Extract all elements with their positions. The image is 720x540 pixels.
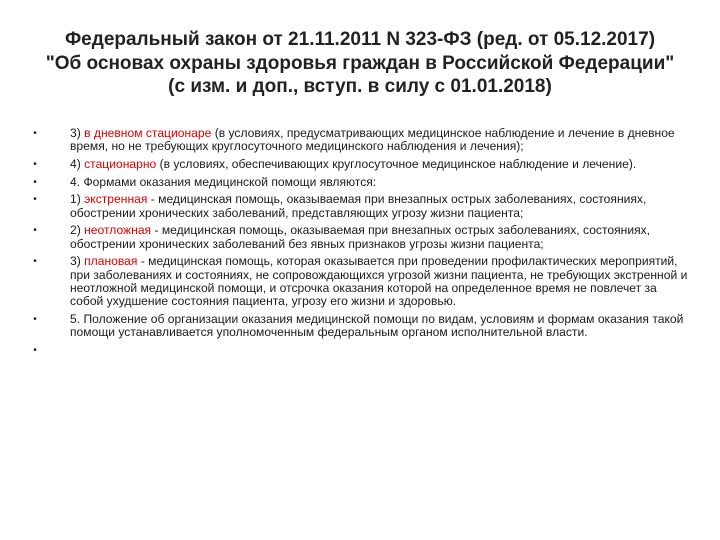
title-line-3: (с изм. и доп., вступ. в силу с 01.01.2018) xyxy=(168,76,552,97)
item-text: 4. Формами оказания медицинской помощи являются: xyxy=(70,174,377,189)
bullet-icon: • xyxy=(33,128,37,139)
list-item xyxy=(28,127,690,154)
item-text: (в условиях, предусматривающих медицинское наблюдение и лечение в дневное время, но не требующих круглосуточного медицинского наблюдения и лечения); xyxy=(70,126,675,154)
list-item xyxy=(28,313,690,340)
item-text: - медицинская помощь, оказываемая при внезапных острых заболеваниях, состояниях, обострении хронических заболеваний, представляющих угрозу жизни пациента; xyxy=(70,192,647,220)
bullet-icon: • xyxy=(33,176,37,188)
item-text: 3) xyxy=(70,126,85,140)
list-item xyxy=(28,224,690,251)
list-item xyxy=(28,255,690,309)
item-text: 3) xyxy=(70,254,85,269)
list-item xyxy=(28,176,690,189)
bullet-icon: • xyxy=(33,314,37,325)
bullet-icon: • xyxy=(33,194,37,206)
highlight-term: экстренная xyxy=(84,192,148,207)
item-text: 1) xyxy=(70,192,85,207)
item-text xyxy=(70,343,73,357)
document-title xyxy=(20,28,700,99)
bullet-icon: • xyxy=(33,256,37,268)
highlight-term: неотложная xyxy=(84,223,152,238)
bullet-icon: • xyxy=(33,159,37,170)
bullet-list xyxy=(28,127,690,362)
item-text: - медицинская помощь, которая оказывается при проведении профилактических мероприятий, при заболеваниях и состояниях, не сопровождающихся угрозой жизни пациента, не требующих экстренной и неотложной медицинской помощи, и отсрочка оказания которой на определенное время не повлечет за собой ухудшение состояния пациента, угрозу его жизни и здоровью. xyxy=(70,254,688,309)
highlight-term: плановая xyxy=(84,254,138,269)
highlight-term: стационарно xyxy=(84,157,157,171)
title-line-1: Федеральный закон от 21.11.2011 N 323-ФЗ (ред. от 05.12.2017) xyxy=(64,29,656,50)
bullet-icon: • xyxy=(33,345,37,356)
list-item xyxy=(28,193,690,220)
item-text: 2) xyxy=(70,223,85,238)
item-text: 5. Положение об организации оказания медицинской помощи по видам, условиям и формам оказания такой помощи устанавливается уполномоченным федеральным органом исполнительной власти. xyxy=(70,312,684,340)
item-text: - медицинская помощь, оказываемая при внезапных острых заболеваниях, состояниях, обострении хронических заболеваний без явных признаков угрозы жизни пациента; xyxy=(70,223,651,251)
bullet-icon: • xyxy=(33,225,37,237)
list-item xyxy=(28,158,690,171)
item-text: (в условиях, обеспечивающих круглосуточное медицинское наблюдение и лечение). xyxy=(156,157,637,171)
title-line-2: "Об основах охраны здоровья граждан в Российской Федерации" xyxy=(45,52,675,74)
highlight-term: в дневном стационаре xyxy=(84,126,212,140)
item-text: 4) xyxy=(70,157,85,171)
list-item-empty xyxy=(28,344,690,357)
